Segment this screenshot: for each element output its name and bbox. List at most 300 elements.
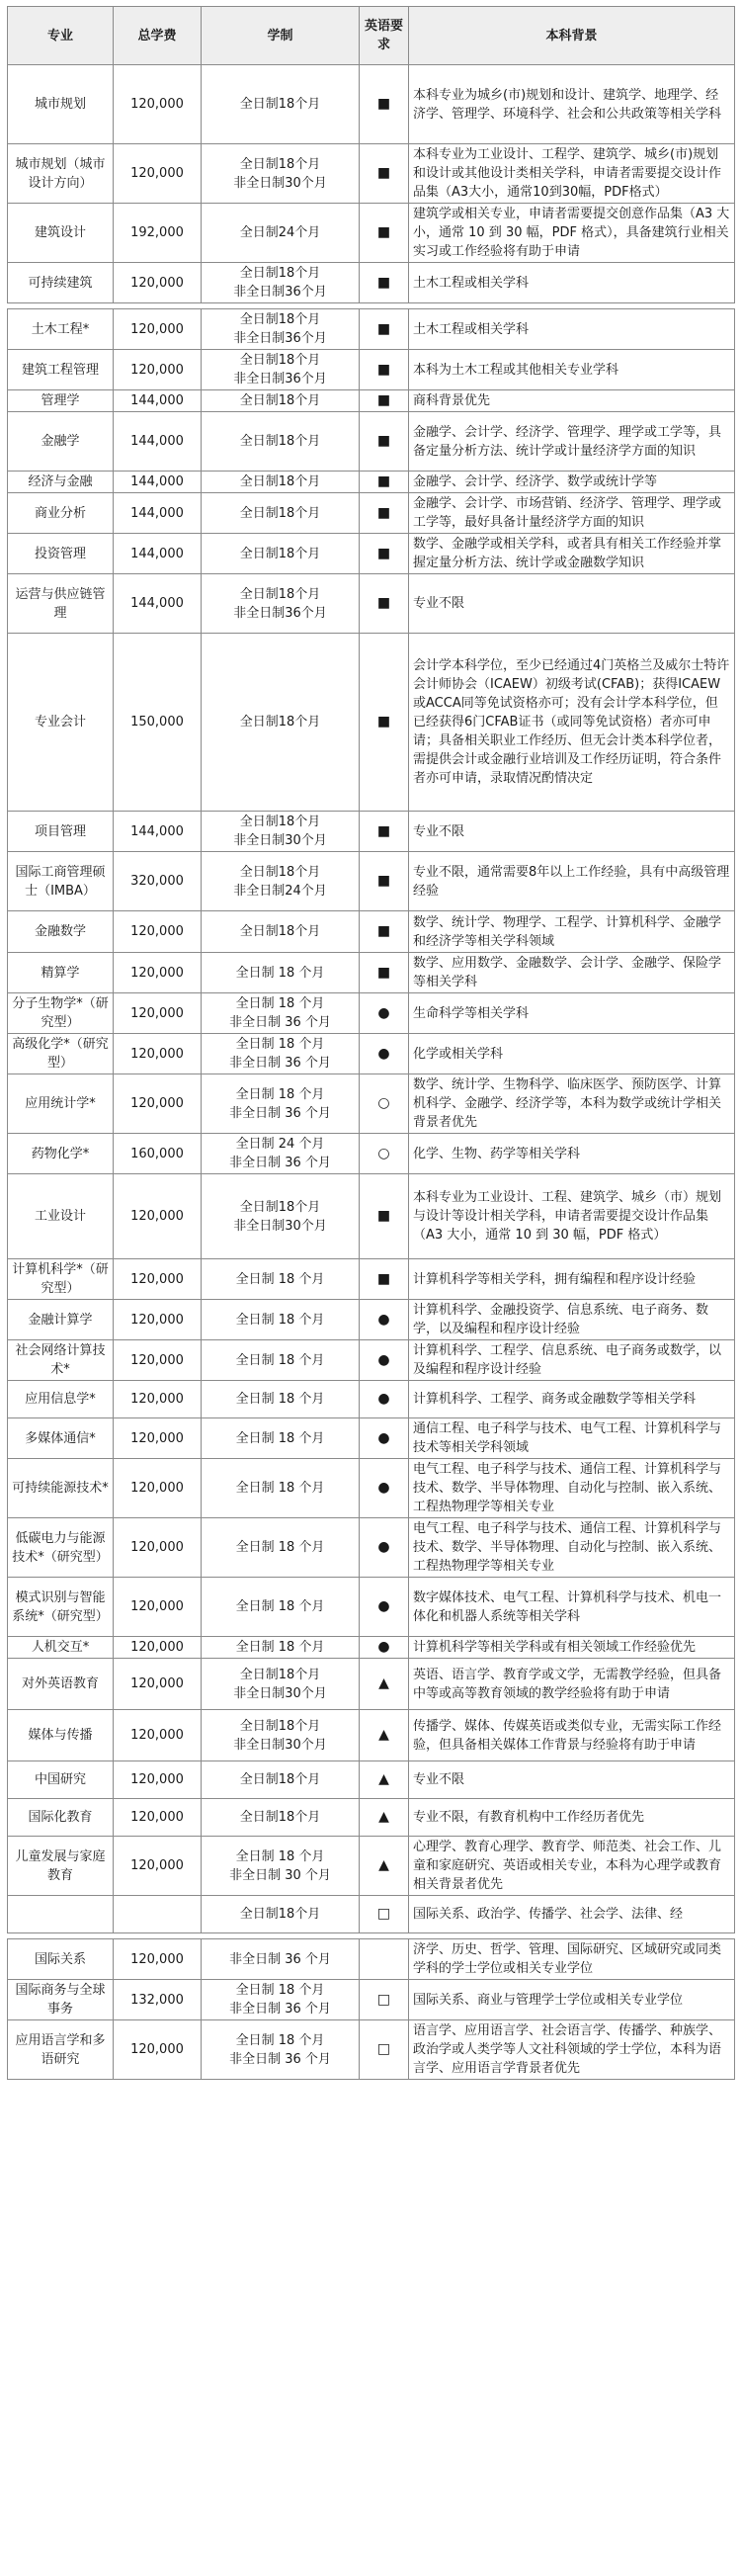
duration-cell — [202, 1659, 360, 1710]
background-cell: 计算机科学等相关学科，拥有编程和程序设计经验 — [409, 1259, 735, 1300]
english-requirement-cell: ■ — [360, 350, 409, 390]
duration-line: 全日制 18 个月 — [235, 1640, 325, 1655]
table-row — [8, 1637, 735, 1659]
duration-line: 全日制18个月 — [239, 815, 321, 829]
table-row — [8, 1518, 735, 1578]
tuition-cell: 144,000 — [114, 534, 202, 574]
duration-cell — [202, 144, 360, 204]
background-cell: 土木工程或相关学科 — [409, 263, 735, 303]
background-cell: 本科专业为城乡(市)规划和设计、建筑学、地理学、经济学、管理学、环境科学、社会和公共政策等相关学科 — [409, 65, 735, 144]
english-requirement-cell: ● — [360, 1381, 409, 1418]
duration-line: 非全日制 36 个月 — [229, 1015, 331, 1030]
background-cell: 计算机科学、金融投资学、信息系统、电子商务、数学，以及编程和程序设计经验 — [409, 1300, 735, 1340]
duration-line: 全日制 18 个月 — [235, 1599, 325, 1614]
duration-line: 非全日制30个月 — [233, 175, 327, 191]
english-requirement-cell: ■ — [360, 574, 409, 634]
program-table — [7, 6, 735, 2080]
major-cell: 专业会计 — [8, 634, 114, 812]
duration-cell — [202, 1761, 360, 1799]
table-row — [8, 1896, 735, 1933]
table-row — [8, 144, 735, 204]
major-cell: 管理学 — [8, 390, 114, 412]
duration-cell — [202, 1381, 360, 1418]
duration-cell — [202, 634, 360, 812]
major-cell: 应用语言学和多语研究 — [8, 2020, 114, 2080]
duration-cell — [202, 472, 360, 493]
duration-line: 非全日制36个月 — [233, 372, 327, 386]
major-cell: 工业设计 — [8, 1174, 114, 1259]
table-row — [8, 1418, 735, 1459]
major-cell: 建筑工程管理 — [8, 350, 114, 390]
duration-line: 全日制 18 个月 — [235, 1312, 325, 1328]
major-cell: 项目管理 — [8, 812, 114, 852]
background-cell: 计算机科学、工程学、信息系统、电子商务或数学，以及编程和程序设计经验 — [409, 1340, 735, 1381]
duration-line: 非全日制30个月 — [233, 1737, 327, 1753]
duration-line: 非全日制 36 个月 — [229, 1951, 331, 1967]
english-requirement-cell: ■ — [360, 911, 409, 953]
major-cell: 高级化学*（研究型） — [8, 1034, 114, 1074]
background-cell: 本科专业为工业设计、工程、建筑学、城乡（市）规划与设计等设计相关学科，申请者需要提交设计作品集（A3 大小，通常 10 到 30 幅，PDF 格式） — [409, 1174, 735, 1259]
background-cell: 数字媒体技术、电气工程、计算机科学与技术、机电一体化和机器人系统等相关学科 — [409, 1578, 735, 1637]
duration-line: 全日制18个月 — [239, 715, 321, 730]
english-requirement-cell: □ — [360, 1896, 409, 1933]
english-requirement-cell: ■ — [360, 309, 409, 350]
duration-line: 全日制 18 个月 — [235, 1848, 325, 1864]
duration-line: 非全日制36个月 — [233, 331, 327, 346]
duration-line: 全日制 18 个月 — [235, 1481, 325, 1496]
background-cell: 金融学、会计学、市场营销、经济学、管理学、理学或工学等，最好具备计量经济学方面的知识 — [409, 493, 735, 534]
tuition-cell: 120,000 — [114, 1761, 202, 1799]
major-cell: 社会网络计算技术* — [8, 1340, 114, 1381]
tuition-cell: 120,000 — [114, 1174, 202, 1259]
duration-cell — [202, 1034, 360, 1074]
background-cell: 专业不限 — [409, 574, 735, 634]
major-cell: 金融计算学 — [8, 1300, 114, 1340]
header-background: 本科背景 — [409, 7, 735, 65]
major-cell: 运营与供应链管理 — [8, 574, 114, 634]
duration-cell — [202, 65, 360, 144]
background-cell: 心理学、教育心理学、教育学、师范类、社会工作、儿童和家庭研究、英语或相关专业，本科为心理学或教育相关背景者优先 — [409, 1837, 735, 1896]
major-cell: 土木工程* — [8, 309, 114, 350]
english-requirement-cell — [360, 1939, 409, 1980]
duration-cell — [202, 493, 360, 534]
duration-line: 非全日制 30 个月 — [229, 1867, 331, 1883]
duration-cell — [202, 1518, 360, 1578]
duration-cell — [202, 1980, 360, 2020]
major-cell: 对外英语教育 — [8, 1659, 114, 1710]
table-row — [8, 852, 735, 911]
table-row — [8, 1174, 735, 1259]
major-cell: 建筑设计 — [8, 204, 114, 263]
table-row — [8, 534, 735, 574]
major-cell: 中国研究 — [8, 1761, 114, 1799]
major-cell: 儿童发展与家庭教育 — [8, 1837, 114, 1896]
background-cell: 金融学、会计学、经济学、管理学、理学或工学等，具备定量分析方法、统计学或计量经济学方面的知识 — [409, 412, 735, 472]
header-english: 英语要求 — [360, 7, 409, 65]
duration-cell — [202, 412, 360, 472]
tuition-cell: 144,000 — [114, 574, 202, 634]
english-requirement-cell: ▲ — [360, 1761, 409, 1799]
english-requirement-cell: ● — [360, 993, 409, 1034]
table-row — [8, 350, 735, 390]
duration-cell — [202, 911, 360, 953]
tuition-cell: 120,000 — [114, 1074, 202, 1134]
major-cell: 国际工商管理硕士（IMBA） — [8, 852, 114, 911]
tuition-cell: 120,000 — [114, 1637, 202, 1659]
table-row — [8, 1340, 735, 1381]
background-cell: 本科为土木工程或其他相关专业学科 — [409, 350, 735, 390]
duration-cell — [202, 350, 360, 390]
tuition-cell: 120,000 — [114, 1710, 202, 1761]
duration-line: 全日制 18 个月 — [235, 1983, 325, 1998]
english-requirement-cell: ▲ — [360, 1837, 409, 1896]
duration-cell — [202, 953, 360, 993]
header-major: 专业 — [8, 7, 114, 65]
table-row — [8, 1761, 735, 1799]
background-cell: 传播学、媒体、传媒英语或类似专业，无需实际工作经验，但具备相关媒体工作背景与经验将有助于申请 — [409, 1710, 735, 1761]
english-requirement-cell: ■ — [360, 144, 409, 204]
english-requirement-cell: ■ — [360, 812, 409, 852]
english-requirement-cell: ▲ — [360, 1659, 409, 1710]
tuition-cell: 120,000 — [114, 1939, 202, 1980]
duration-line: 全日制 18 个月 — [235, 1540, 325, 1555]
duration-line: 全日制18个月 — [239, 924, 321, 939]
background-cell: 英语、语言学、教育学或文学，无需教学经验，但具备中等或高等教育领域的教学经验将有助于申请 — [409, 1659, 735, 1710]
table-row — [8, 309, 735, 350]
tuition-cell: 160,000 — [114, 1134, 202, 1174]
background-cell: 化学或相关学科 — [409, 1034, 735, 1074]
table-row — [8, 911, 735, 953]
duration-cell — [202, 534, 360, 574]
table-row — [8, 574, 735, 634]
background-cell: 建筑学或相关专业，申请者需要提交创意作品集（A3 大小，通常 10 到 30 幅，PDF 格式），具备建筑行业相关实习或工作经验将有助于申请 — [409, 204, 735, 263]
duration-line: 全日制 24 个月 — [235, 1137, 325, 1152]
table-row — [8, 1799, 735, 1837]
major-cell: 精算学 — [8, 953, 114, 993]
duration-line: 全日制18个月 — [239, 312, 321, 327]
duration-cell — [202, 1837, 360, 1896]
background-cell: 专业不限 — [409, 812, 735, 852]
duration-cell — [202, 1259, 360, 1300]
table-row — [8, 204, 735, 263]
duration-cell — [202, 993, 360, 1034]
duration-line: 非全日制30个月 — [233, 833, 327, 848]
background-cell: 计算机科学、工程学、商务或金融数学等相关学科 — [409, 1381, 735, 1418]
duration-cell — [202, 1134, 360, 1174]
major-cell: 国际关系 — [8, 1939, 114, 1980]
table-row — [8, 1034, 735, 1074]
duration-line: 全日制18个月 — [239, 1907, 321, 1922]
background-cell: 专业不限 — [409, 1761, 735, 1799]
tuition-cell: 144,000 — [114, 812, 202, 852]
tuition-cell: 120,000 — [114, 1300, 202, 1340]
major-cell: 国际化教育 — [8, 1799, 114, 1837]
duration-cell — [202, 263, 360, 303]
duration-line: 全日制 18 个月 — [235, 1037, 325, 1052]
duration-line: 非全日制36个月 — [233, 285, 327, 300]
table-row — [8, 812, 735, 852]
major-cell: 计算机科学*（研究型） — [8, 1259, 114, 1300]
table-row — [8, 1980, 735, 2020]
duration-cell — [202, 1896, 360, 1933]
table-row — [8, 1939, 735, 1980]
background-cell: 本科专业为工业设计、工程学、建筑学、城乡(市)规划和设计或其他设计类相关学科，申请者需要提交设计作品集（A3大小，通常10到30幅，PDF格式） — [409, 144, 735, 204]
english-requirement-cell: ■ — [360, 204, 409, 263]
major-cell: 可持续建筑 — [8, 263, 114, 303]
duration-line: 全日制18个月 — [239, 1718, 321, 1734]
tuition-cell: 120,000 — [114, 65, 202, 144]
header-duration: 学制 — [202, 7, 360, 65]
major-cell: 媒体与传播 — [8, 1710, 114, 1761]
tuition-cell: 120,000 — [114, 1259, 202, 1300]
table-row — [8, 1659, 735, 1710]
english-requirement-cell: ■ — [360, 412, 409, 472]
duration-line: 全日制 18 个月 — [235, 1430, 325, 1446]
major-cell: 应用统计学* — [8, 1074, 114, 1134]
background-cell: 数学、统计学、生物科学、临床医学、预防医学、计算机科学、金融学、经济学等，本科为数学或统计学相关背景者优先 — [409, 1074, 735, 1134]
english-requirement-cell: ○ — [360, 1074, 409, 1134]
table-row — [8, 412, 735, 472]
background-cell: 生命科学等相关学科 — [409, 993, 735, 1034]
tuition-cell: 120,000 — [114, 2020, 202, 2080]
duration-cell — [202, 1578, 360, 1637]
header-tuition: 总学费 — [114, 7, 202, 65]
table-row — [8, 993, 735, 1034]
english-requirement-cell: □ — [360, 1980, 409, 2020]
duration-line: 非全日制 36 个月 — [229, 1056, 331, 1071]
duration-cell — [202, 390, 360, 412]
tuition-cell: 144,000 — [114, 493, 202, 534]
tuition-cell: 120,000 — [114, 350, 202, 390]
duration-line: 全日制18个月 — [239, 505, 321, 521]
duration-cell — [202, 1710, 360, 1761]
major-cell: 城市规划 — [8, 65, 114, 144]
background-cell: 会计学本科学位，至少已经通过4门英格兰及威尔士特许会计师协会（ICAEW）初级考试(CFAB)；获得ICAEW或ACCA同等免试资格亦可；没有会计学本科学位，但已经获得6门CFAB证书（或同等免试资格）者亦可申请；具备相关职业工作经历、但无会计类本科学位者，需提供会计或金融行业培训及工作经历证明，符合条件者亦可申请，录取情况酌情决定 — [409, 634, 735, 812]
english-requirement-cell: ■ — [360, 634, 409, 812]
major-cell: 金融数学 — [8, 911, 114, 953]
english-requirement-cell: ● — [360, 1578, 409, 1637]
duration-line: 全日制18个月 — [239, 1810, 321, 1825]
duration-cell — [202, 1074, 360, 1134]
table-row — [8, 1300, 735, 1340]
major-cell: 分子生物学*（研究型） — [8, 993, 114, 1034]
tuition-cell: 120,000 — [114, 1340, 202, 1381]
background-cell: 专业不限，通常需要8年以上工作经验，具有中高级管理经验 — [409, 852, 735, 911]
duration-line: 全日制18个月 — [239, 474, 321, 489]
tuition-cell: 120,000 — [114, 911, 202, 953]
major-cell: 应用信息学* — [8, 1381, 114, 1418]
background-cell: 商科背景优先 — [409, 390, 735, 412]
table-row — [8, 1578, 735, 1637]
tuition-cell: 120,000 — [114, 144, 202, 204]
major-cell: 投资管理 — [8, 534, 114, 574]
tuition-cell: 120,000 — [114, 1659, 202, 1710]
background-cell: 专业不限，有教育机构中工作经历者优先 — [409, 1799, 735, 1837]
background-cell: 金融学、会计学、经济学、数学或统计学等 — [409, 472, 735, 493]
english-requirement-cell: ● — [360, 1518, 409, 1578]
duration-line: 非全日制 36 个月 — [229, 1105, 331, 1121]
major-cell: 低碳电力与能源技术*（研究型） — [8, 1518, 114, 1578]
duration-line: 全日制 18 个月 — [235, 1271, 325, 1287]
table-row — [8, 2020, 735, 2080]
table-row — [8, 65, 735, 144]
duration-line: 非全日制 36 个月 — [229, 2051, 331, 2067]
background-cell: 土木工程或相关学科 — [409, 309, 735, 350]
duration-line: 全日制 18 个月 — [235, 1392, 325, 1407]
tuition-cell: 144,000 — [114, 390, 202, 412]
duration-line: 全日制18个月 — [239, 97, 321, 112]
duration-cell — [202, 1174, 360, 1259]
major-cell: 药物化学* — [8, 1134, 114, 1174]
english-requirement-cell: ■ — [360, 493, 409, 534]
tuition-cell: 120,000 — [114, 993, 202, 1034]
tuition-cell: 120,000 — [114, 1381, 202, 1418]
tuition-cell: 120,000 — [114, 953, 202, 993]
duration-cell — [202, 852, 360, 911]
duration-line: 非全日制36个月 — [233, 605, 327, 621]
background-cell: 数学、统计学、物理学、工程学、计算机科学、金融学和经济学等相关学科领域 — [409, 911, 735, 953]
background-cell: 语言学、应用语言学、社会语言学、传播学、种族学、政治学或人类学等人文社科领域的学士学位，本科为语言学、应用语言学背景者优先 — [409, 2020, 735, 2080]
table-row — [8, 390, 735, 412]
background-cell: 数学、应用数学、金融数学、会计学、金融学、保险学等相关学科 — [409, 953, 735, 993]
table-row — [8, 1459, 735, 1518]
english-requirement-cell: ▲ — [360, 1710, 409, 1761]
english-requirement-cell: ● — [360, 1300, 409, 1340]
english-requirement-cell: ■ — [360, 1259, 409, 1300]
major-cell: 金融学 — [8, 412, 114, 472]
background-cell: 计算机科学等相关学科或有相关领域工作经验优先 — [409, 1637, 735, 1659]
header-row — [8, 7, 735, 65]
duration-cell — [202, 1939, 360, 1980]
duration-cell — [202, 1637, 360, 1659]
duration-cell — [202, 1459, 360, 1518]
major-cell: 人机交互* — [8, 1637, 114, 1659]
table-row — [8, 472, 735, 493]
tuition-cell: 192,000 — [114, 204, 202, 263]
english-requirement-cell: ▲ — [360, 1799, 409, 1837]
duration-line: 全日制18个月 — [239, 266, 321, 281]
english-requirement-cell: ■ — [360, 263, 409, 303]
english-requirement-cell: ● — [360, 1340, 409, 1381]
duration-cell — [202, 1300, 360, 1340]
table-row — [8, 493, 735, 534]
english-requirement-cell: ■ — [360, 472, 409, 493]
duration-line: 全日制18个月 — [239, 864, 321, 880]
major-cell: 城市规划（城市设计方向） — [8, 144, 114, 204]
duration-line: 全日制18个月 — [239, 353, 321, 368]
major-cell: 多媒体通信* — [8, 1418, 114, 1459]
english-requirement-cell: ● — [360, 1637, 409, 1659]
background-cell: 国际关系、商业与管理学士学位或相关专业学位 — [409, 1980, 735, 2020]
duration-line: 非全日制30个月 — [233, 1218, 327, 1234]
duration-cell — [202, 309, 360, 350]
duration-cell — [202, 574, 360, 634]
duration-cell — [202, 1340, 360, 1381]
background-cell: 国际关系、政治学、传播学、社会学、法律、经 — [409, 1896, 735, 1933]
duration-line: 全日制 18 个月 — [235, 1352, 325, 1368]
tuition-cell: 132,000 — [114, 1980, 202, 2020]
background-cell: 化学、生物、药学等相关学科 — [409, 1134, 735, 1174]
major-cell: 商业分析 — [8, 493, 114, 534]
major-cell: 模式识别与智能系统*（研究型） — [8, 1578, 114, 1637]
background-cell: 数学、金融学或相关学科，或者具有相关工作经验并掌握定量分析方法、统计学或金融数学知识 — [409, 534, 735, 574]
duration-line: 全日制 18 个月 — [235, 1086, 325, 1102]
tuition-cell: 144,000 — [114, 412, 202, 472]
english-requirement-cell: □ — [360, 2020, 409, 2080]
table-row — [8, 1381, 735, 1418]
duration-cell — [202, 1418, 360, 1459]
duration-line: 非全日制 36 个月 — [229, 2002, 331, 2017]
table-row — [8, 1837, 735, 1896]
background-cell: 通信工程、电子科学与技术、电气工程、计算机科学与技术等相关学科领域 — [409, 1418, 735, 1459]
background-cell: 电气工程、电子科学与技术、通信工程、计算机科学与技术、数学、半导体物理、自动化与控制、嵌入系统、工程热物理学等相关专业 — [409, 1518, 735, 1578]
duration-line: 全日制 18 个月 — [235, 965, 325, 981]
duration-line: 全日制18个月 — [239, 393, 321, 408]
duration-cell — [202, 204, 360, 263]
duration-line: 全日制18个月 — [239, 1772, 321, 1787]
duration-cell — [202, 2020, 360, 2080]
duration-line: 非全日制30个月 — [233, 1685, 327, 1701]
background-cell: 济学、历史、哲学、管理、国际研究、区域研究或同类学科的学士学位或相关专业学位 — [409, 1939, 735, 1980]
english-requirement-cell: ■ — [360, 1174, 409, 1259]
tuition-cell: 150,000 — [114, 634, 202, 812]
major-cell: 可持续能源技术* — [8, 1459, 114, 1518]
english-requirement-cell: ■ — [360, 65, 409, 144]
table-row — [8, 953, 735, 993]
tuition-cell: 120,000 — [114, 1034, 202, 1074]
duration-line: 全日制18个月 — [239, 546, 321, 561]
english-requirement-cell: ■ — [360, 534, 409, 574]
table-body — [8, 65, 735, 2080]
major-cell — [8, 1896, 114, 1933]
duration-line: 全日制18个月 — [239, 434, 321, 449]
duration-line: 全日制18个月 — [239, 1199, 321, 1215]
table-row — [8, 263, 735, 303]
duration-line: 非全日制24个月 — [233, 883, 327, 899]
duration-cell — [202, 812, 360, 852]
english-requirement-cell: ● — [360, 1034, 409, 1074]
table-row — [8, 1134, 735, 1174]
tuition-cell: 120,000 — [114, 1418, 202, 1459]
duration-line: 全日制 18 个月 — [235, 996, 325, 1011]
tuition-cell: 320,000 — [114, 852, 202, 911]
english-requirement-cell: ● — [360, 1459, 409, 1518]
major-cell: 经济与金融 — [8, 472, 114, 493]
tuition-cell: 120,000 — [114, 309, 202, 350]
tuition-cell: 120,000 — [114, 263, 202, 303]
tuition-cell: 120,000 — [114, 1837, 202, 1896]
english-requirement-cell: ● — [360, 1418, 409, 1459]
duration-line: 全日制18个月 — [239, 586, 321, 602]
table-row — [8, 1710, 735, 1761]
duration-line: 非全日制 36 个月 — [229, 1156, 331, 1170]
english-requirement-cell: ■ — [360, 852, 409, 911]
duration-cell — [202, 1799, 360, 1837]
tuition-cell: 120,000 — [114, 1799, 202, 1837]
table-row — [8, 634, 735, 812]
english-requirement-cell: ■ — [360, 390, 409, 412]
table-row — [8, 1074, 735, 1134]
duration-line: 全日制24个月 — [239, 225, 321, 240]
english-requirement-cell: ○ — [360, 1134, 409, 1174]
english-requirement-cell: ■ — [360, 953, 409, 993]
tuition-cell: 120,000 — [114, 1518, 202, 1578]
tuition-cell: 120,000 — [114, 1578, 202, 1637]
major-cell: 国际商务与全球事务 — [8, 1980, 114, 2020]
duration-line: 全日制18个月 — [239, 1667, 321, 1682]
duration-line: 全日制 18 个月 — [235, 2032, 325, 2048]
tuition-cell — [114, 1896, 202, 1933]
